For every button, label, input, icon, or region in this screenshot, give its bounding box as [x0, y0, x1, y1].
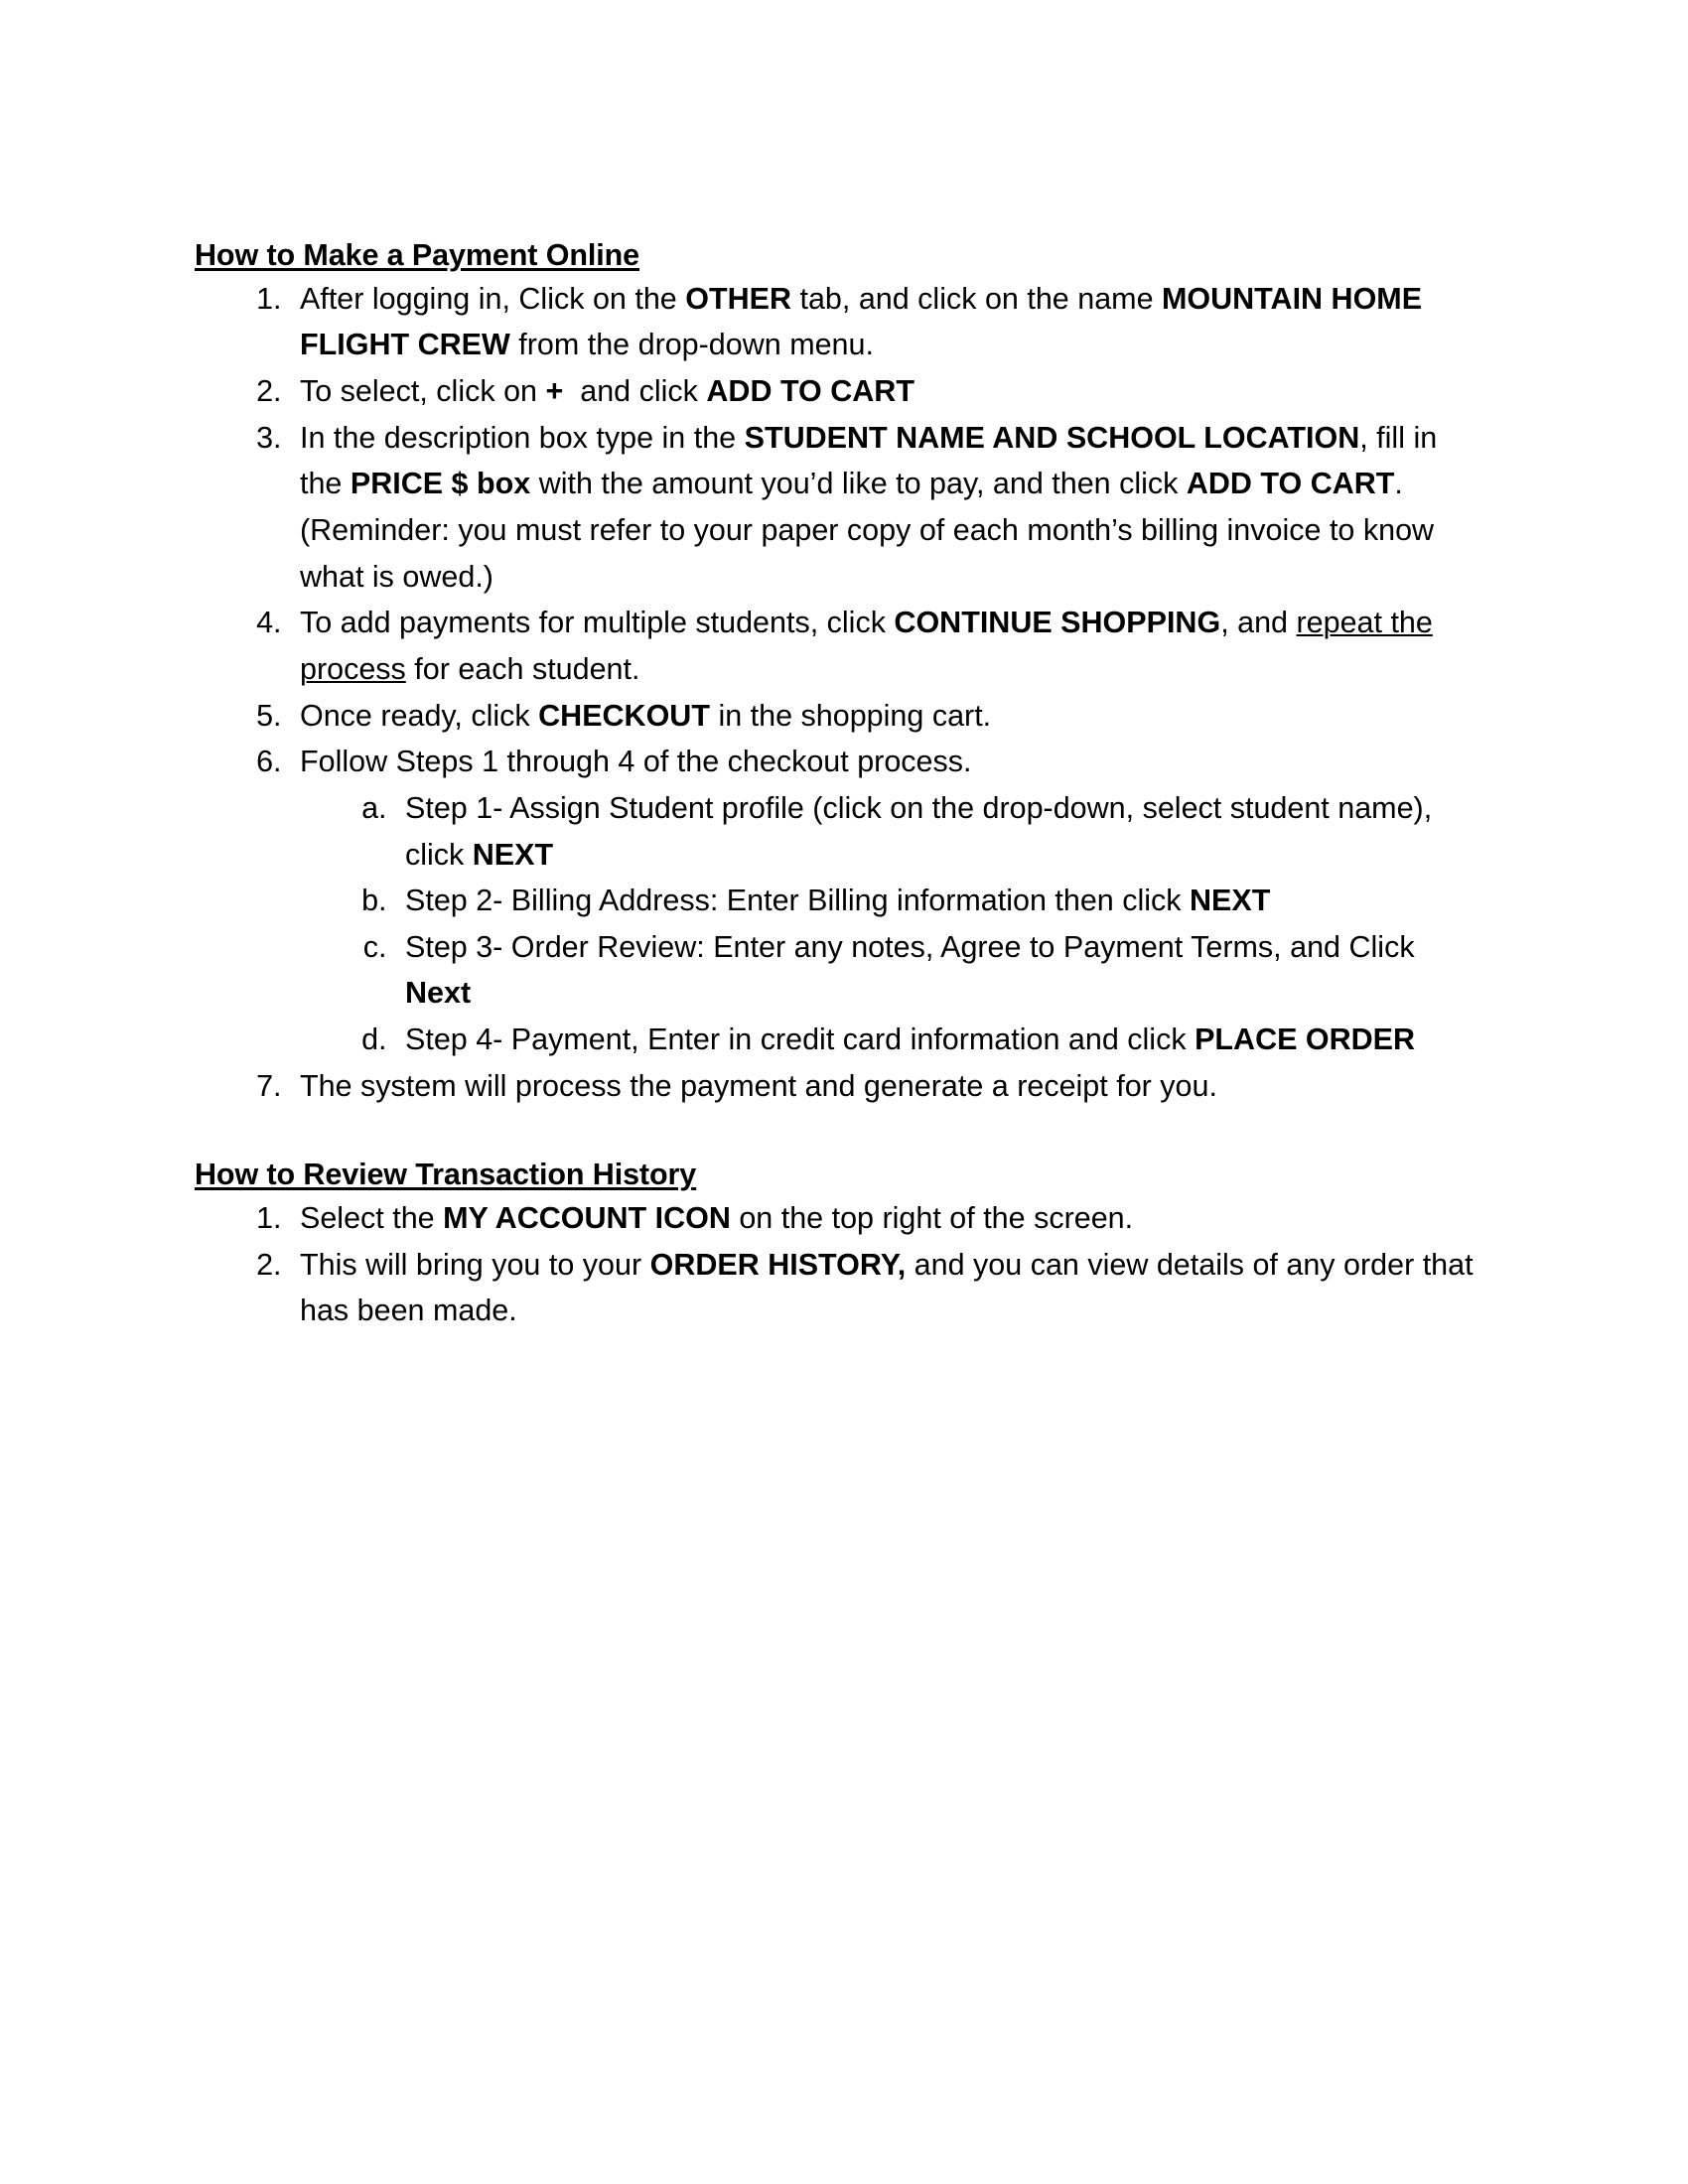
payment-steps-list: [195, 276, 1476, 1110]
emphasis-text: STUDENT NAME AND SCHOOL LOCATION: [744, 420, 1360, 455]
document-content: [195, 236, 1476, 1334]
body-text: Step 2- Billing Address: Enter Billing information then click: [405, 884, 1190, 918]
substep-b-text: [405, 884, 1270, 917]
list-item-step-6: [290, 739, 1476, 1063]
body-text: from the drop-down menu.: [509, 328, 874, 362]
emphasis-text: MOUNTAIN HOME FLIGHT CREW: [300, 281, 1423, 362]
list-item-step-2: [290, 368, 1476, 415]
list-item-substep-d: [395, 1017, 1476, 1063]
body-text: . (Reminder: you must refer to your paper copy of each month’s billing invoice to know what is owed.): [300, 467, 1435, 594]
emphasis-text: ORDER HISTORY,: [649, 1247, 907, 1282]
heading-text: How to Review Transaction History: [195, 1158, 697, 1192]
list-item-step-1: [290, 276, 1476, 368]
body-text: with the amount you’d like to pay, and then click: [530, 467, 1187, 501]
heading-how-to-review-transaction-history: [195, 1156, 1476, 1195]
body-text: on the top right of the screen.: [730, 1201, 1134, 1236]
emphasis-text: ADD TO CART: [706, 373, 914, 408]
list-item-substep-c: [395, 924, 1476, 1017]
step-3-text: [300, 421, 1437, 594]
emphasis-text: CHECKOUT: [538, 698, 710, 733]
body-text: The system will process the payment and generate a receipt for you.: [300, 1068, 1217, 1103]
transaction-history-steps-list: [195, 1195, 1476, 1334]
step-7-text: [300, 1069, 1217, 1103]
body-text: After logging in, Click on the: [300, 281, 686, 316]
section-spacer: [195, 1109, 1476, 1156]
step-4-text: [300, 606, 1433, 686]
list-item-substep-a: [395, 785, 1476, 878]
emphasis-text: NEXT: [472, 837, 554, 872]
body-text: and click: [563, 373, 707, 408]
list-item-step-7: [290, 1063, 1476, 1110]
substep-c-text: [405, 930, 1415, 1011]
body-text: To add payments for multiple students, click: [300, 606, 895, 640]
body-text: To select, click on: [300, 373, 546, 408]
emphasis-text: ADD TO CART: [1186, 467, 1395, 501]
substep-a-text: [405, 791, 1432, 872]
checkout-substeps-list: [300, 785, 1476, 1063]
emphasis-text: PRICE $ box: [350, 467, 531, 501]
body-text: Once ready, click: [300, 698, 539, 733]
list-item-step-3: [290, 415, 1476, 601]
heading-text: How to Make a Payment Online: [195, 238, 640, 272]
body-text: , and: [1220, 606, 1297, 640]
list-item-step-5: [290, 693, 1476, 740]
emphasis-text: MY ACCOUNT ICON: [443, 1201, 731, 1236]
step-2-text: [300, 374, 914, 408]
body-text: Select the: [300, 1201, 444, 1236]
emphasis-text: OTHER: [685, 281, 791, 316]
underlined-text: repeat the process: [300, 606, 1433, 686]
list-item-history-step-2: [290, 1242, 1476, 1334]
history-step-2-text: [300, 1248, 1474, 1328]
list-item-substep-b: [395, 878, 1476, 924]
emphasis-text: CONTINUE SHOPPING: [894, 606, 1221, 640]
step-6-text: [300, 745, 971, 778]
body-text: Step 1- Assign Student profile (click on the drop-down, select student name), click: [405, 790, 1433, 872]
emphasis-text: +: [545, 373, 564, 408]
step-5-text: [300, 699, 991, 733]
body-text: Step 4- Payment, Enter in credit card information and click: [405, 1023, 1196, 1057]
substep-d-text: [405, 1023, 1415, 1056]
body-text: and you can view details of any order that has been made.: [300, 1247, 1474, 1328]
list-item-step-4: [290, 600, 1476, 692]
heading-how-to-make-a-payment-online: [195, 236, 1476, 276]
body-text: tab, and click on the name: [791, 281, 1162, 316]
body-text: in the shopping cart.: [709, 698, 992, 733]
body-text: for each student.: [405, 651, 640, 686]
emphasis-text: Next: [405, 976, 472, 1011]
emphasis-text: PLACE ORDER: [1195, 1023, 1416, 1057]
body-text: Step 3- Order Review: Enter any notes, Agree to Payment Terms, and Click: [405, 929, 1415, 964]
body-text: In the description box type in the: [300, 420, 745, 455]
list-item-history-step-1: [290, 1195, 1476, 1242]
emphasis-text: NEXT: [1190, 884, 1271, 918]
history-step-1-text: [300, 1201, 1133, 1235]
body-text: This will bring you to your: [300, 1247, 650, 1282]
step-1-text: [300, 282, 1422, 362]
body-text: , fill in the: [300, 420, 1438, 501]
body-text: Follow Steps 1 through 4 of the checkout process.: [300, 745, 972, 779]
